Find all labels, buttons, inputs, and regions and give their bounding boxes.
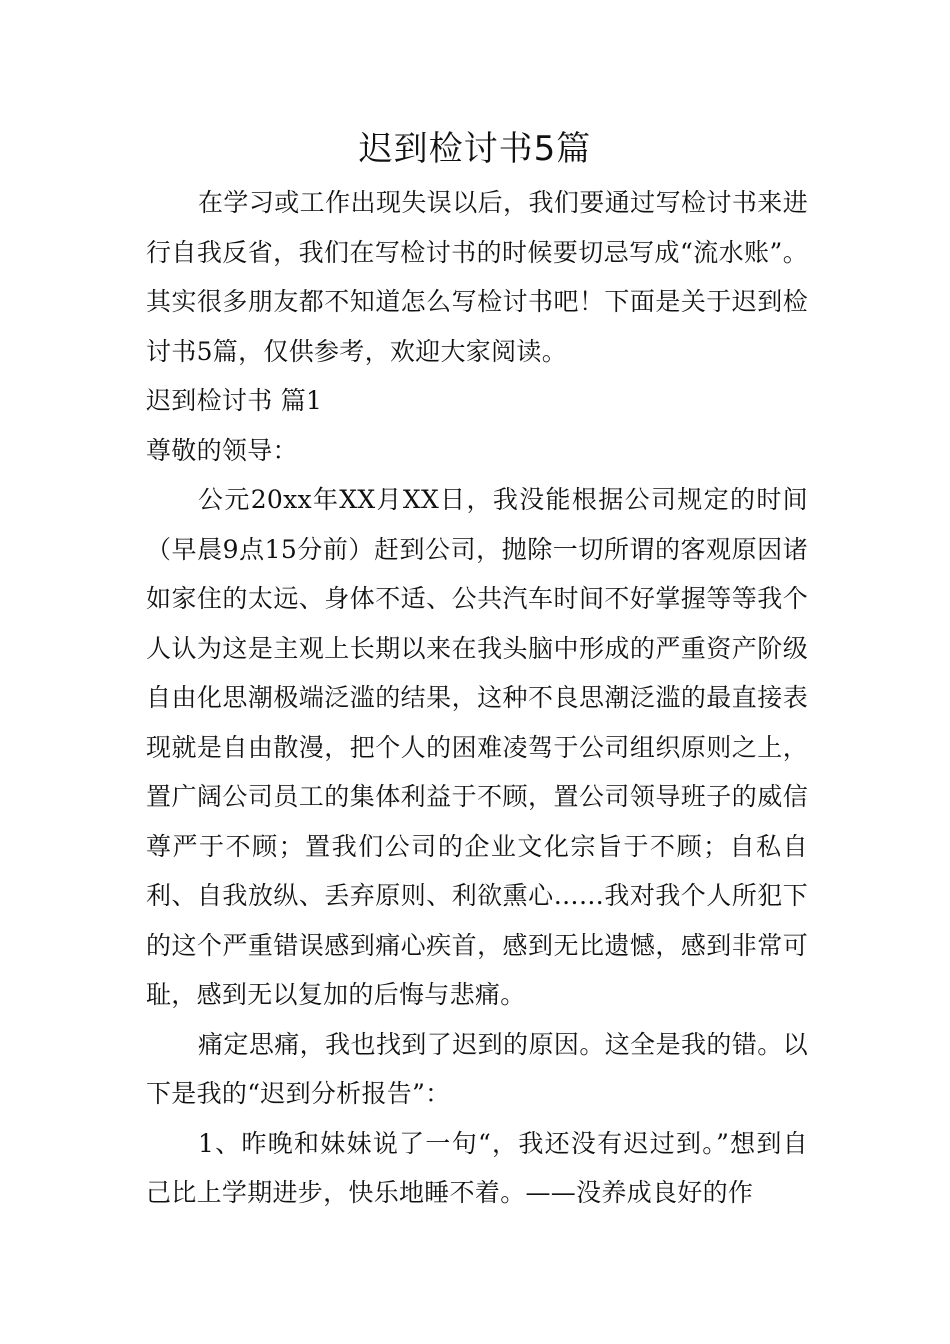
document-body	[146, 178, 808, 1218]
salutation: 尊敬的领导：	[146, 435, 298, 465]
body-paragraph: 1、昨晚和妹妹说了一句“，我还没有迟过到。”想到自己比上学期进步，快乐地睡不着。——没养成良好的作	[146, 1128, 808, 1207]
section-heading: 迟到检讨书 篇1	[146, 386, 323, 415]
body-paragraph: 痛定思痛，我也找到了迟到的原因。这全是我的错。以下是我的“迟到分析报告”：	[146, 1029, 808, 1108]
intro-paragraph: 在学习或工作出现失误以后，我们要通过写检讨书来进行自我反省，我们在写检讨书的时候要切忌写成“流水账”。其实很多朋友都不知道怎么写检讨书吧！下面是关于迟到检讨书5篇，仅供参考，欢迎大家阅读。	[146, 188, 808, 366]
body-paragraph: 公元20xx年XX月XX日，我没能根据公司规定的时间（早晨9点15分前）赶到公司，抛除一切所谓的客观原因诸如家住的太远、身体不适、公共汽车时间不好掌握等等我个人认为这是主观上长期以来在我头脑中形成的严重资产阶级自由化思潮极端泛滥的结果，这种不良思潮泛滥的最直接表现就是自由散漫，把个人的困难凌驾于公司组织原则之上，置广阔公司员工的集体利益于不顾，置公司领导班子的威信尊严于不顾；置我们公司的企业文化宗旨于不顾；自私自利、自我放纵、丢弃原则、利欲熏心……我对我个人所犯下的这个严重错误感到痛心疾首，感到无比遗憾，感到非常可耻，感到无以复加的后悔与悲痛。	[146, 485, 808, 1009]
document-title: 迟到检讨书5篇	[358, 129, 592, 169]
